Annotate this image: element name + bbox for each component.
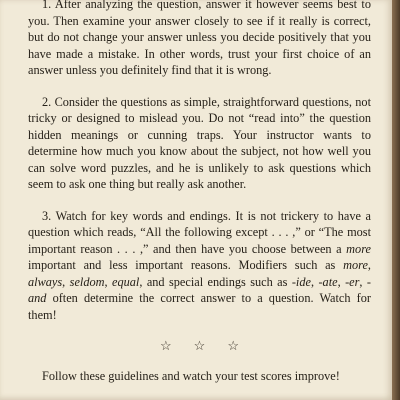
closing-line: Follow these guidelines and watch your test scores improve! (42, 369, 340, 383)
paragraph-3-text: important and less important reasons. Modifiers such as (28, 258, 344, 272)
book-binding-edge (392, 0, 400, 400)
modifier-more: more (343, 258, 368, 272)
star-icon: ☆ (193, 338, 206, 353)
modifier-equal: equal (112, 274, 140, 289)
ending-er: -er (345, 274, 360, 289)
separator: , (337, 274, 346, 289)
paragraph-3 (28, 208, 371, 324)
star-icon: ☆ (160, 338, 172, 353)
modifier-seldom: seldom (69, 274, 105, 289)
star-icon: ☆ (227, 338, 239, 353)
page-text (28, 0, 371, 385)
paragraph-1: 1. After analyzing the question, answer it however seems best to you. Then examine your answer closely to see if it really is correct, but do not change your answer unless you decide positively that you have made a mistake. In other words, trust your first choice of an answer unless you definitely find that it is wrong. (28, 0, 371, 77)
modifier-always: always (28, 274, 63, 289)
separator: , (359, 274, 367, 289)
paragraph-3-text: often determine the correct answer to a question. Watch for them! (28, 291, 371, 322)
ending-ide: -ide (291, 274, 311, 289)
separator: , (62, 274, 70, 289)
paragraph-3-text: 3. Watch for key words and endings. It is not trickery to have a question which reads, “All the following except . . . ,” or “The most important reason . . . ,” and then have you choose between a (28, 208, 371, 256)
separator: , (367, 258, 371, 272)
paragraph-2: 2. Consider the questions as simple, straightforward questions, not tricky or designed to mislead you. Do not “read into” the question hidden meanings or cunning traps. Your instructor wants to determine how much you know about the subject, not how well you can solve word puzzles, and he is unlikely to ask questions which seem to ask one thing but really ask another. (28, 94, 371, 191)
separator: , (310, 274, 319, 289)
ending-ate: -ate (318, 274, 338, 289)
section-divider (28, 338, 371, 354)
ending-and: -and (28, 274, 372, 305)
separator: , (104, 274, 113, 289)
paragraph-3-text: , and special endings such as (139, 274, 292, 289)
emphasis-more: more (346, 241, 371, 256)
